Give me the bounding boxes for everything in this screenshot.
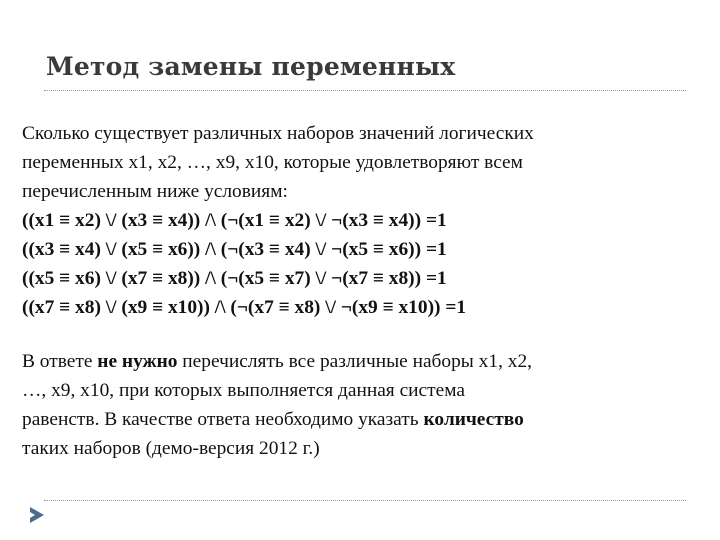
footer-divider (44, 500, 686, 501)
answer-note-text: В ответе (22, 351, 98, 372)
emphasis-not-needed: не нужно (97, 351, 178, 372)
answer-note-text: равенств. В качестве ответа необходимо указать (22, 409, 424, 430)
paragraph-gap (22, 322, 702, 347)
answer-note-line: таких наборов (демо-версия 2012 г.) (22, 438, 320, 459)
slide-title: Метод замены переменных (46, 52, 456, 81)
equation-line: ((x3 ≡ x4) \/ (x5 ≡ x6)) /\ (¬(x3 ≡ x4) \/ ¬(x5 ≡ x6)) =1 (22, 239, 447, 260)
equation-line: ((x5 ≡ x6) \/ (x7 ≡ x8)) /\ (¬(x5 ≡ x7) \/ ¬(x7 ≡ x8)) =1 (22, 268, 447, 289)
question-line: перечисленным ниже условиям: (22, 181, 288, 202)
slide-body (22, 119, 702, 463)
equation-line: ((x1 ≡ x2) \/ (x3 ≡ x4)) /\ (¬(x1 ≡ x2) \/ ¬(x3 ≡ x4)) =1 (22, 210, 447, 231)
title-divider (44, 90, 686, 91)
question-line: переменных x1, x2, …, x9, x10, которые удовлетворяют всем (22, 152, 523, 173)
question-line: Сколько существует различных наборов значений логических (22, 123, 534, 144)
play-arrow-icon[interactable] (30, 507, 44, 523)
answer-note-line: …, x9, x10, при которых выполняется данная система (22, 380, 465, 401)
answer-note-line (22, 405, 702, 434)
answer-note-text: перечислять все различные наборы x1, x2, (177, 351, 533, 372)
emphasis-quantity: количество (423, 409, 524, 430)
equation-line: ((x7 ≡ x8) \/ (x9 ≡ x10)) /\ (¬(x7 ≡ x8) \/ ¬(x9 ≡ x10)) =1 (22, 297, 467, 318)
answer-note-line (22, 347, 702, 376)
